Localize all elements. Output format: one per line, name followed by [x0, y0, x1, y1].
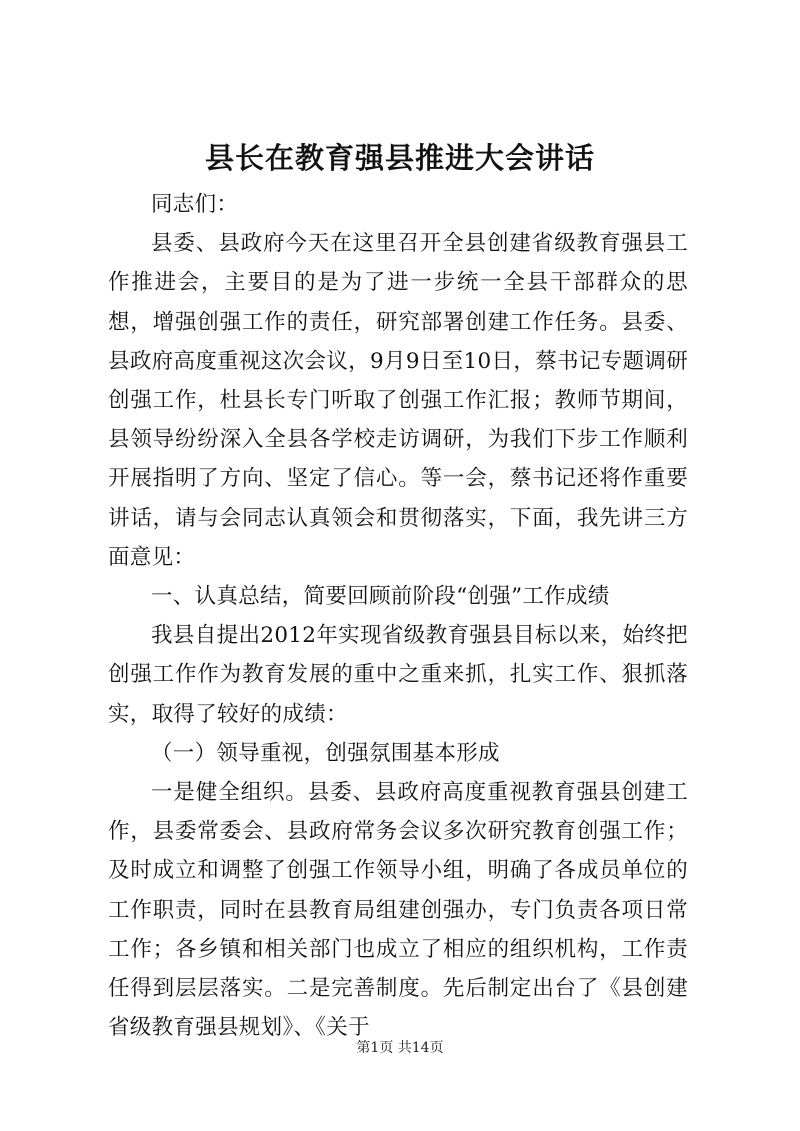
document-body: [108, 185, 688, 1047]
body-paragraph: 一是健全组织。县委、县政府高度重视教育强县创建工作，县委常委会、县政府常务会议多次研究教育创强工作；及时成立和调整了创强工作领导小组，明确了各成员单位的工作职责，同时在县教育局组建创强办，专门负责各项日常工作；各乡镇和相关部门也成立了相应的组织机构，工作责任得到层层落实。二是完善制度。先后制定出台了《县创建省级教育强县规划》、《关于: [108, 780, 688, 1041]
section-heading-1: 一、认真总结，简要回顾前阶段“创强”工作成绩: [151, 584, 610, 610]
salutation-paragraph: 同志们：: [151, 192, 239, 217]
page-title: 县长在教育强县推进大会讲话: [204, 141, 595, 175]
subsection-heading-1: （一）领导重视，创强氛围基本形成: [151, 740, 500, 766]
intro-paragraph: 县委、县政府今天在这里召开全县创建省级教育强县工作推进会，主要目的是为了进一步统一全县干部群众的思想，增强创强工作的责任，研究部署创建工作任务。县委、县政府高度重视这次会议，9月9日至10日，蔡书记专题调研创强工作，杜县长专门听取了创强工作汇报；教师节期间，县领导纷纷深入全县各学校走访调研，为我们下步工作顺利开展指明了方向、坚定了信心。等一会，蔡书记还将作重要讲话，请与会同志认真领会和贯彻落实，下面，我先讲三方面意见：: [108, 231, 688, 570]
page-footer: 第1页 共14页: [356, 1040, 444, 1056]
body-paragraph: 我县自提出2012年实现省级教育强县目标以来，始终把创强工作作为教育发展的重中之重来抓，扎实工作、狠抓落实，取得了较好的成绩：: [108, 623, 688, 727]
